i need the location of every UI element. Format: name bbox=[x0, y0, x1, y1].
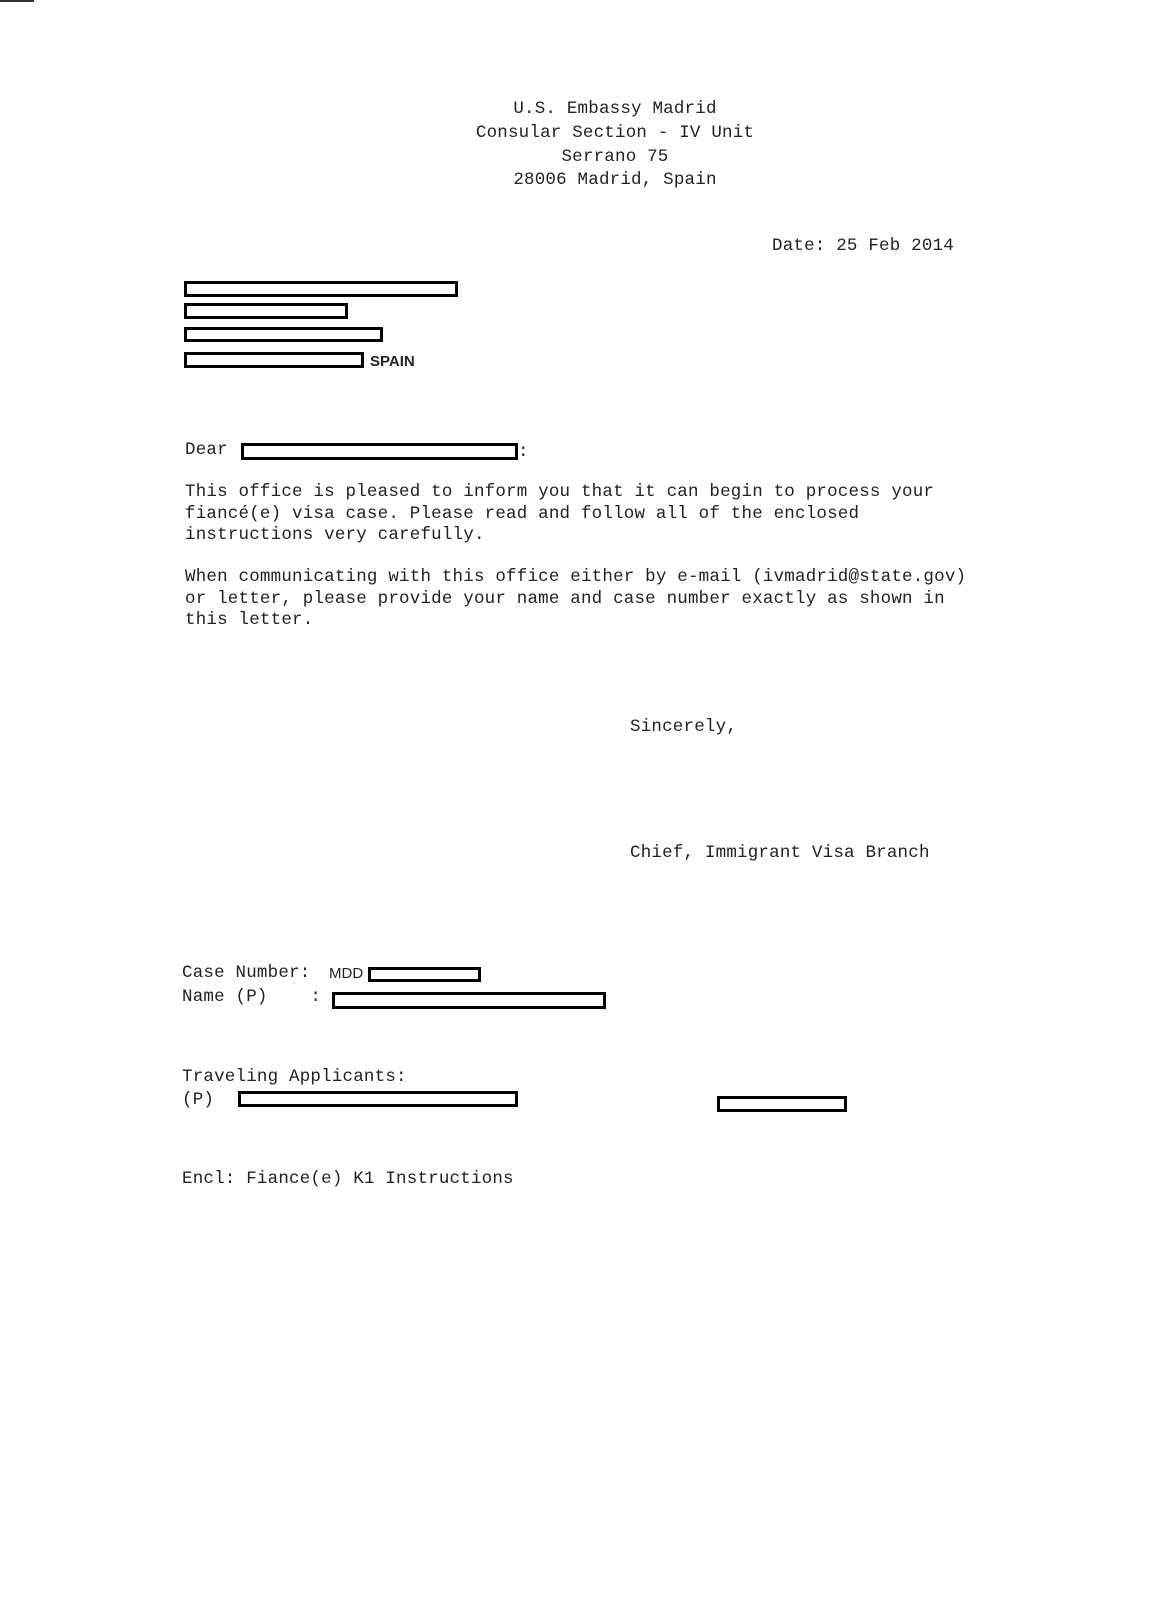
body-paragraph-1-line: This office is pleased to inform you that it can begin to process your bbox=[185, 482, 935, 502]
embassy-street: Serrano 75 bbox=[561, 147, 669, 167]
body-paragraph-1-line: instructions very carefully. bbox=[185, 525, 485, 545]
body-paragraph-1-line: fiancé(e) visa case. Please read and follow all of the enclosed bbox=[185, 503, 860, 524]
body-paragraph-1 bbox=[185, 482, 1045, 547]
salutation-colon: : bbox=[518, 442, 529, 462]
case-number-prefix: MDD bbox=[329, 965, 364, 982]
address-country: SPAIN bbox=[370, 353, 415, 370]
redacted-case-number bbox=[368, 967, 481, 982]
signatory-title: Chief, Immigrant Visa Branch bbox=[630, 843, 930, 863]
scan-corner-mark bbox=[0, 0, 34, 2]
letter-date: Date: 25 Feb 2014 bbox=[772, 236, 954, 256]
body-paragraph-2-line: or letter, please provide your name and case number exactly as shown in bbox=[185, 588, 945, 609]
redacted-address-line-2 bbox=[184, 303, 348, 319]
redacted-address-line-3 bbox=[184, 327, 383, 342]
name-label: Name (P) : bbox=[182, 987, 322, 1007]
case-number-label: Case Number: bbox=[182, 963, 311, 983]
enclosure-note: Encl: Fiance(e) K1 Instructions bbox=[182, 1169, 514, 1189]
salutation-dear: Dear bbox=[185, 440, 228, 460]
embassy-name: U.S. Embassy Madrid bbox=[513, 99, 717, 119]
redacted-recipient-name bbox=[241, 443, 518, 460]
traveling-applicants-label: Traveling Applicants: bbox=[182, 1067, 407, 1087]
body-paragraph-2 bbox=[185, 567, 1045, 632]
embassy-section: Consular Section - IV Unit bbox=[475, 123, 755, 143]
redacted-address-line-4 bbox=[184, 352, 364, 368]
redacted-applicant-name bbox=[332, 992, 606, 1009]
closing-sincerely: Sincerely, bbox=[630, 717, 738, 737]
body-paragraph-2-line: When communicating with this office either by e-mail (ivmadrid@state.gov) bbox=[185, 567, 967, 587]
redacted-traveling-applicant-name bbox=[238, 1091, 518, 1107]
redacted-traveling-applicant-detail bbox=[717, 1096, 847, 1112]
body-paragraph-2-line: this letter. bbox=[185, 610, 314, 630]
embassy-city: 28006 Madrid, Spain bbox=[513, 170, 717, 190]
traveling-applicant-p-label: (P) bbox=[182, 1090, 215, 1110]
redacted-address-line-1 bbox=[184, 281, 458, 297]
